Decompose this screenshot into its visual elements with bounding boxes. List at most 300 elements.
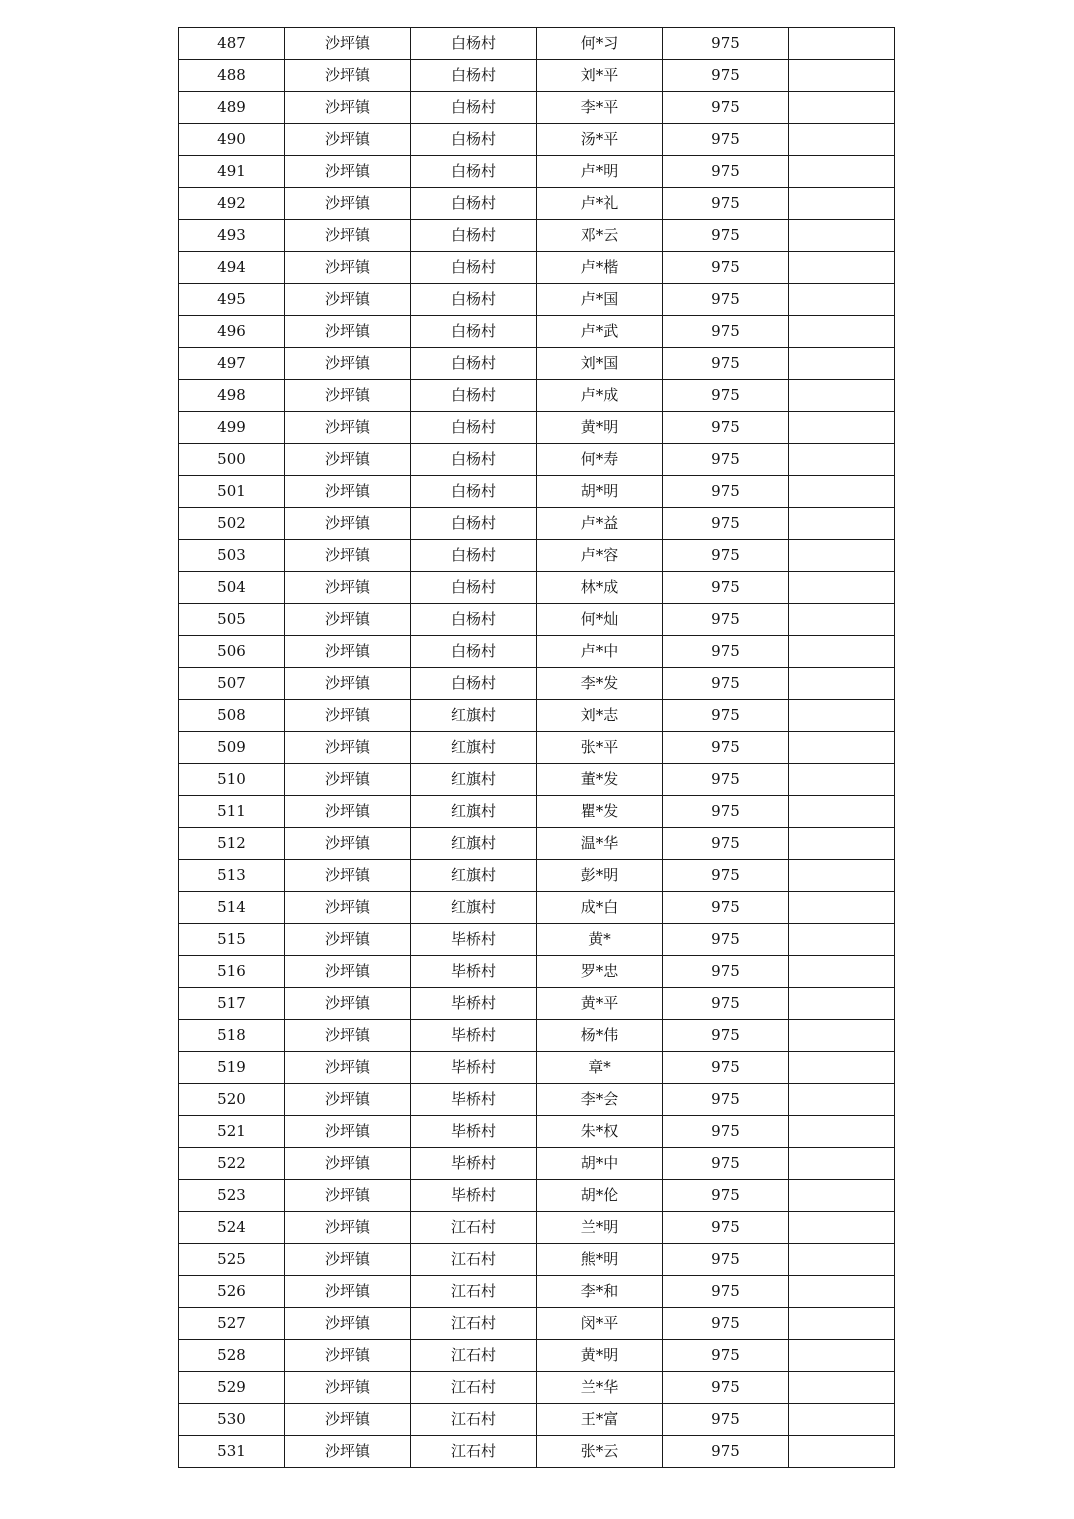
table-row xyxy=(179,732,895,764)
roster-table xyxy=(178,27,895,1468)
cell-town: 沙坪镇 xyxy=(285,1372,411,1404)
cell-name: 张*平 xyxy=(537,732,663,764)
table-row xyxy=(179,156,895,188)
cell-number: 527 xyxy=(179,1308,285,1340)
cell-town: 沙坪镇 xyxy=(285,540,411,572)
cell-village: 白杨村 xyxy=(411,220,537,252)
cell-amount: 975 xyxy=(663,1116,789,1148)
cell-amount: 975 xyxy=(663,796,789,828)
table-row xyxy=(179,316,895,348)
cell-name: 卢*国 xyxy=(537,284,663,316)
cell-note xyxy=(789,252,895,284)
cell-number: 496 xyxy=(179,316,285,348)
cell-village: 江石村 xyxy=(411,1436,537,1468)
cell-town: 沙坪镇 xyxy=(285,1180,411,1212)
cell-note xyxy=(789,1084,895,1116)
table-row xyxy=(179,1084,895,1116)
cell-note xyxy=(789,508,895,540)
cell-town: 沙坪镇 xyxy=(285,1084,411,1116)
cell-town: 沙坪镇 xyxy=(285,476,411,508)
cell-amount: 975 xyxy=(663,1276,789,1308)
table-row xyxy=(179,1180,895,1212)
cell-number: 528 xyxy=(179,1340,285,1372)
cell-name: 何*寿 xyxy=(537,444,663,476)
table-row xyxy=(179,284,895,316)
cell-town: 沙坪镇 xyxy=(285,1052,411,1084)
cell-name: 黄*明 xyxy=(537,1340,663,1372)
cell-name: 罗*忠 xyxy=(537,956,663,988)
table-row xyxy=(179,1340,895,1372)
cell-name: 卢*益 xyxy=(537,508,663,540)
cell-village: 白杨村 xyxy=(411,572,537,604)
cell-number: 530 xyxy=(179,1404,285,1436)
cell-note xyxy=(789,92,895,124)
cell-amount: 975 xyxy=(663,28,789,60)
cell-village: 毕桥村 xyxy=(411,1020,537,1052)
cell-number: 491 xyxy=(179,156,285,188)
cell-amount: 975 xyxy=(663,316,789,348)
cell-amount: 975 xyxy=(663,124,789,156)
cell-village: 红旗村 xyxy=(411,700,537,732)
cell-note xyxy=(789,28,895,60)
table-row xyxy=(179,988,895,1020)
cell-name: 何*习 xyxy=(537,28,663,60)
table-row xyxy=(179,1020,895,1052)
cell-name: 邓*云 xyxy=(537,220,663,252)
cell-number: 522 xyxy=(179,1148,285,1180)
cell-note xyxy=(789,316,895,348)
cell-amount: 975 xyxy=(663,604,789,636)
cell-number: 520 xyxy=(179,1084,285,1116)
table-row xyxy=(179,92,895,124)
cell-village: 白杨村 xyxy=(411,284,537,316)
cell-amount: 975 xyxy=(663,92,789,124)
cell-note xyxy=(789,1052,895,1084)
cell-note xyxy=(789,796,895,828)
cell-number: 503 xyxy=(179,540,285,572)
cell-village: 毕桥村 xyxy=(411,1116,537,1148)
cell-town: 沙坪镇 xyxy=(285,284,411,316)
cell-note xyxy=(789,764,895,796)
cell-name: 卢*中 xyxy=(537,636,663,668)
cell-amount: 975 xyxy=(663,668,789,700)
cell-name: 黄*平 xyxy=(537,988,663,1020)
cell-note xyxy=(789,892,895,924)
cell-amount: 975 xyxy=(663,1436,789,1468)
cell-town: 沙坪镇 xyxy=(285,92,411,124)
cell-town: 沙坪镇 xyxy=(285,572,411,604)
cell-note xyxy=(789,156,895,188)
table-row xyxy=(179,124,895,156)
cell-village: 白杨村 xyxy=(411,540,537,572)
cell-note xyxy=(789,188,895,220)
cell-note xyxy=(789,732,895,764)
cell-village: 白杨村 xyxy=(411,348,537,380)
table-row xyxy=(179,892,895,924)
cell-note xyxy=(789,828,895,860)
table-row xyxy=(179,1116,895,1148)
cell-name: 卢*明 xyxy=(537,156,663,188)
table-row xyxy=(179,476,895,508)
cell-amount: 975 xyxy=(663,220,789,252)
roster-page xyxy=(178,27,894,1468)
cell-name: 兰*明 xyxy=(537,1212,663,1244)
cell-note xyxy=(789,1276,895,1308)
cell-amount: 975 xyxy=(663,156,789,188)
cell-note xyxy=(789,380,895,412)
cell-number: 509 xyxy=(179,732,285,764)
cell-town: 沙坪镇 xyxy=(285,892,411,924)
cell-village: 白杨村 xyxy=(411,316,537,348)
cell-number: 508 xyxy=(179,700,285,732)
cell-amount: 975 xyxy=(663,1180,789,1212)
cell-village: 白杨村 xyxy=(411,412,537,444)
cell-village: 白杨村 xyxy=(411,636,537,668)
cell-amount: 975 xyxy=(663,1084,789,1116)
cell-village: 江石村 xyxy=(411,1372,537,1404)
cell-note xyxy=(789,412,895,444)
cell-number: 493 xyxy=(179,220,285,252)
cell-name: 李*平 xyxy=(537,92,663,124)
cell-amount: 975 xyxy=(663,700,789,732)
cell-name: 黄* xyxy=(537,924,663,956)
table-row xyxy=(179,188,895,220)
table-row xyxy=(179,348,895,380)
cell-name: 杨*伟 xyxy=(537,1020,663,1052)
table-row xyxy=(179,796,895,828)
table-row xyxy=(179,572,895,604)
cell-town: 沙坪镇 xyxy=(285,348,411,380)
cell-town: 沙坪镇 xyxy=(285,156,411,188)
cell-note xyxy=(789,1308,895,1340)
cell-note xyxy=(789,700,895,732)
cell-number: 498 xyxy=(179,380,285,412)
cell-amount: 975 xyxy=(663,1020,789,1052)
cell-town: 沙坪镇 xyxy=(285,1116,411,1148)
cell-name: 卢*武 xyxy=(537,316,663,348)
cell-name: 林*成 xyxy=(537,572,663,604)
cell-note xyxy=(789,988,895,1020)
cell-village: 江石村 xyxy=(411,1276,537,1308)
cell-town: 沙坪镇 xyxy=(285,444,411,476)
cell-town: 沙坪镇 xyxy=(285,636,411,668)
cell-name: 温*华 xyxy=(537,828,663,860)
cell-name: 卢*楷 xyxy=(537,252,663,284)
cell-name: 彭*明 xyxy=(537,860,663,892)
table-row xyxy=(179,1308,895,1340)
cell-village: 白杨村 xyxy=(411,252,537,284)
table-row xyxy=(179,60,895,92)
cell-town: 沙坪镇 xyxy=(285,860,411,892)
cell-amount: 975 xyxy=(663,540,789,572)
cell-number: 500 xyxy=(179,444,285,476)
cell-village: 毕桥村 xyxy=(411,1084,537,1116)
cell-village: 红旗村 xyxy=(411,892,537,924)
cell-amount: 975 xyxy=(663,60,789,92)
cell-town: 沙坪镇 xyxy=(285,1308,411,1340)
cell-number: 501 xyxy=(179,476,285,508)
cell-name: 刘*志 xyxy=(537,700,663,732)
cell-number: 519 xyxy=(179,1052,285,1084)
cell-number: 487 xyxy=(179,28,285,60)
cell-amount: 975 xyxy=(663,892,789,924)
cell-village: 白杨村 xyxy=(411,124,537,156)
cell-town: 沙坪镇 xyxy=(285,220,411,252)
cell-number: 518 xyxy=(179,1020,285,1052)
table-row xyxy=(179,1148,895,1180)
cell-amount: 975 xyxy=(663,732,789,764)
cell-village: 毕桥村 xyxy=(411,924,537,956)
cell-amount: 975 xyxy=(663,956,789,988)
cell-town: 沙坪镇 xyxy=(285,1148,411,1180)
cell-number: 516 xyxy=(179,956,285,988)
cell-note xyxy=(789,444,895,476)
cell-amount: 975 xyxy=(663,860,789,892)
cell-note xyxy=(789,60,895,92)
cell-note xyxy=(789,604,895,636)
table-row xyxy=(179,956,895,988)
cell-note xyxy=(789,284,895,316)
cell-village: 毕桥村 xyxy=(411,1052,537,1084)
cell-note xyxy=(789,1404,895,1436)
table-row xyxy=(179,508,895,540)
cell-village: 白杨村 xyxy=(411,188,537,220)
cell-town: 沙坪镇 xyxy=(285,764,411,796)
cell-village: 红旗村 xyxy=(411,764,537,796)
cell-amount: 975 xyxy=(663,412,789,444)
cell-note xyxy=(789,1212,895,1244)
cell-amount: 975 xyxy=(663,188,789,220)
table-row xyxy=(179,924,895,956)
table-row xyxy=(179,220,895,252)
cell-note xyxy=(789,1148,895,1180)
cell-town: 沙坪镇 xyxy=(285,988,411,1020)
cell-town: 沙坪镇 xyxy=(285,412,411,444)
cell-amount: 975 xyxy=(663,1308,789,1340)
roster-table-body xyxy=(179,28,895,1468)
cell-amount: 975 xyxy=(663,1212,789,1244)
cell-name: 李*会 xyxy=(537,1084,663,1116)
cell-village: 江石村 xyxy=(411,1212,537,1244)
cell-name: 刘*平 xyxy=(537,60,663,92)
table-row xyxy=(179,764,895,796)
cell-amount: 975 xyxy=(663,380,789,412)
cell-town: 沙坪镇 xyxy=(285,1404,411,1436)
table-row xyxy=(179,604,895,636)
cell-amount: 975 xyxy=(663,348,789,380)
cell-note xyxy=(789,124,895,156)
cell-number: 497 xyxy=(179,348,285,380)
cell-name: 李*发 xyxy=(537,668,663,700)
cell-number: 531 xyxy=(179,1436,285,1468)
cell-note xyxy=(789,924,895,956)
cell-number: 517 xyxy=(179,988,285,1020)
cell-number: 523 xyxy=(179,1180,285,1212)
cell-town: 沙坪镇 xyxy=(285,188,411,220)
cell-town: 沙坪镇 xyxy=(285,1212,411,1244)
cell-name: 胡*明 xyxy=(537,476,663,508)
cell-village: 红旗村 xyxy=(411,732,537,764)
cell-amount: 975 xyxy=(663,572,789,604)
cell-town: 沙坪镇 xyxy=(285,668,411,700)
cell-note xyxy=(789,1372,895,1404)
cell-name: 张*云 xyxy=(537,1436,663,1468)
cell-amount: 975 xyxy=(663,1372,789,1404)
cell-village: 白杨村 xyxy=(411,380,537,412)
table-row xyxy=(179,1276,895,1308)
cell-name: 卢*成 xyxy=(537,380,663,412)
cell-amount: 975 xyxy=(663,924,789,956)
cell-name: 兰*华 xyxy=(537,1372,663,1404)
cell-number: 506 xyxy=(179,636,285,668)
cell-number: 499 xyxy=(179,412,285,444)
cell-village: 江石村 xyxy=(411,1340,537,1372)
cell-note xyxy=(789,1436,895,1468)
cell-town: 沙坪镇 xyxy=(285,380,411,412)
cell-name: 朱*权 xyxy=(537,1116,663,1148)
cell-amount: 975 xyxy=(663,1148,789,1180)
table-row xyxy=(179,1372,895,1404)
cell-village: 白杨村 xyxy=(411,92,537,124)
cell-note xyxy=(789,860,895,892)
cell-note xyxy=(789,668,895,700)
cell-village: 江石村 xyxy=(411,1244,537,1276)
table-row xyxy=(179,1212,895,1244)
cell-number: 492 xyxy=(179,188,285,220)
cell-name: 卢*礼 xyxy=(537,188,663,220)
cell-note xyxy=(789,1020,895,1052)
table-row xyxy=(179,540,895,572)
cell-note xyxy=(789,220,895,252)
cell-village: 毕桥村 xyxy=(411,988,537,1020)
cell-town: 沙坪镇 xyxy=(285,1244,411,1276)
cell-village: 江石村 xyxy=(411,1308,537,1340)
cell-town: 沙坪镇 xyxy=(285,700,411,732)
cell-note xyxy=(789,1244,895,1276)
cell-amount: 975 xyxy=(663,508,789,540)
cell-name: 熊*明 xyxy=(537,1244,663,1276)
table-row xyxy=(179,700,895,732)
cell-village: 白杨村 xyxy=(411,668,537,700)
cell-amount: 975 xyxy=(663,828,789,860)
cell-number: 514 xyxy=(179,892,285,924)
cell-village: 毕桥村 xyxy=(411,1180,537,1212)
cell-name: 胡*中 xyxy=(537,1148,663,1180)
cell-number: 505 xyxy=(179,604,285,636)
cell-number: 502 xyxy=(179,508,285,540)
cell-name: 闵*平 xyxy=(537,1308,663,1340)
cell-name: 黄*明 xyxy=(537,412,663,444)
cell-number: 511 xyxy=(179,796,285,828)
cell-number: 529 xyxy=(179,1372,285,1404)
cell-town: 沙坪镇 xyxy=(285,252,411,284)
table-row xyxy=(179,444,895,476)
cell-village: 白杨村 xyxy=(411,156,537,188)
cell-amount: 975 xyxy=(663,444,789,476)
cell-town: 沙坪镇 xyxy=(285,124,411,156)
cell-name: 李*和 xyxy=(537,1276,663,1308)
cell-number: 526 xyxy=(179,1276,285,1308)
cell-amount: 975 xyxy=(663,1244,789,1276)
cell-amount: 975 xyxy=(663,1052,789,1084)
cell-name: 董*发 xyxy=(537,764,663,796)
cell-town: 沙坪镇 xyxy=(285,604,411,636)
cell-village: 红旗村 xyxy=(411,796,537,828)
cell-village: 白杨村 xyxy=(411,28,537,60)
cell-number: 494 xyxy=(179,252,285,284)
cell-town: 沙坪镇 xyxy=(285,1340,411,1372)
table-row xyxy=(179,412,895,444)
cell-note xyxy=(789,956,895,988)
table-row xyxy=(179,828,895,860)
cell-town: 沙坪镇 xyxy=(285,1436,411,1468)
cell-amount: 975 xyxy=(663,1404,789,1436)
cell-number: 488 xyxy=(179,60,285,92)
cell-name: 成*白 xyxy=(537,892,663,924)
table-row xyxy=(179,668,895,700)
cell-note xyxy=(789,540,895,572)
table-row xyxy=(179,380,895,412)
cell-note xyxy=(789,476,895,508)
cell-village: 白杨村 xyxy=(411,508,537,540)
table-row xyxy=(179,1052,895,1084)
cell-name: 章* xyxy=(537,1052,663,1084)
cell-town: 沙坪镇 xyxy=(285,1020,411,1052)
cell-amount: 975 xyxy=(663,636,789,668)
cell-note xyxy=(789,1180,895,1212)
cell-village: 白杨村 xyxy=(411,604,537,636)
table-row xyxy=(179,1244,895,1276)
cell-number: 525 xyxy=(179,1244,285,1276)
cell-village: 毕桥村 xyxy=(411,956,537,988)
table-row xyxy=(179,860,895,892)
cell-note xyxy=(789,348,895,380)
cell-amount: 975 xyxy=(663,284,789,316)
cell-note xyxy=(789,572,895,604)
cell-name: 汤*平 xyxy=(537,124,663,156)
cell-town: 沙坪镇 xyxy=(285,732,411,764)
cell-number: 524 xyxy=(179,1212,285,1244)
table-row xyxy=(179,636,895,668)
cell-number: 490 xyxy=(179,124,285,156)
cell-town: 沙坪镇 xyxy=(285,796,411,828)
cell-name: 王*富 xyxy=(537,1404,663,1436)
cell-amount: 975 xyxy=(663,476,789,508)
cell-amount: 975 xyxy=(663,764,789,796)
cell-note xyxy=(789,1116,895,1148)
cell-village: 白杨村 xyxy=(411,476,537,508)
cell-village: 白杨村 xyxy=(411,60,537,92)
cell-village: 江石村 xyxy=(411,1404,537,1436)
cell-number: 504 xyxy=(179,572,285,604)
cell-town: 沙坪镇 xyxy=(285,316,411,348)
cell-amount: 975 xyxy=(663,988,789,1020)
cell-town: 沙坪镇 xyxy=(285,60,411,92)
cell-town: 沙坪镇 xyxy=(285,924,411,956)
table-row xyxy=(179,1404,895,1436)
table-row xyxy=(179,252,895,284)
cell-number: 495 xyxy=(179,284,285,316)
cell-town: 沙坪镇 xyxy=(285,828,411,860)
cell-amount: 975 xyxy=(663,252,789,284)
cell-number: 515 xyxy=(179,924,285,956)
table-row xyxy=(179,28,895,60)
cell-town: 沙坪镇 xyxy=(285,956,411,988)
cell-village: 白杨村 xyxy=(411,444,537,476)
cell-town: 沙坪镇 xyxy=(285,508,411,540)
cell-number: 512 xyxy=(179,828,285,860)
cell-name: 瞿*发 xyxy=(537,796,663,828)
